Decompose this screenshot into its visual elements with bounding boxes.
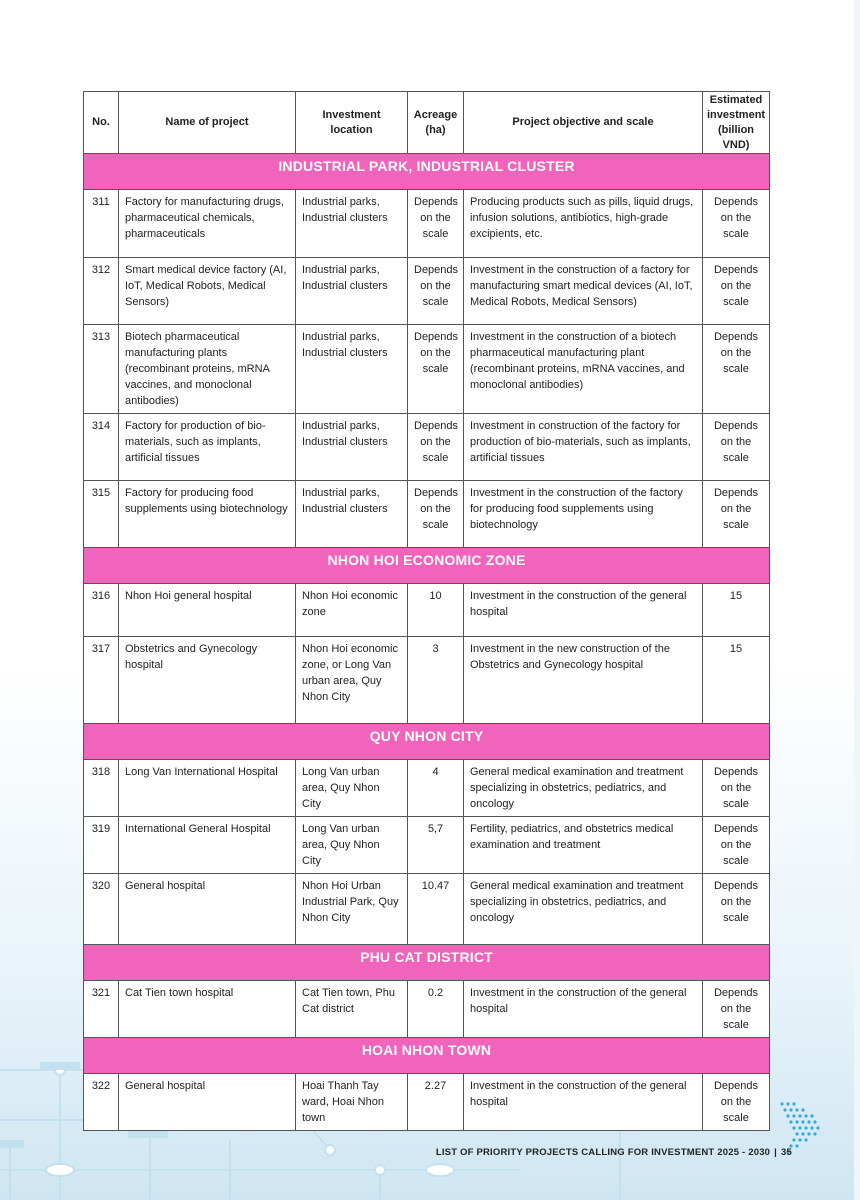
- cell-no: 317: [84, 637, 119, 724]
- cell-acreage: Depends on the scale: [408, 258, 464, 325]
- cell-objective: Producing products such as pills, liquid drugs, infusion solutions, antibiotics, high-grade excipients, etc.: [464, 190, 703, 258]
- cell-acreage: 0.2: [408, 981, 464, 1038]
- cell-name: Factory for production of bio-materials, such as implants, artificial tissues: [119, 414, 296, 481]
- cell-no: 311: [84, 190, 119, 258]
- cell-objective: Investment in the construction of the factory for producing food supplements using biotechnology: [464, 481, 703, 548]
- cell-location: Long Van urban area, Quy Nhon City: [296, 760, 408, 817]
- cell-investment: 15: [703, 637, 770, 724]
- cell-investment: Depends on the scale: [703, 817, 770, 874]
- cell-name: Biotech pharmaceutical manufacturing plants (recombinant proteins, mRNA vaccines, and monoclonal antibodies): [119, 325, 296, 414]
- cell-location: Industrial parks, Industrial clusters: [296, 190, 408, 258]
- cell-name: Long Van International Hospital: [119, 760, 296, 817]
- table-body: [84, 154, 770, 1131]
- table-row: [84, 981, 770, 1038]
- cell-investment: 15: [703, 584, 770, 637]
- cell-name: Nhon Hoi general hospital: [119, 584, 296, 637]
- table-row: [84, 760, 770, 817]
- cell-location: Long Van urban area, Quy Nhon City: [296, 817, 408, 874]
- cell-objective: Investment in the construction of the general hospital: [464, 584, 703, 637]
- cell-location: Cat Tien town, Phu Cat district: [296, 981, 408, 1038]
- header-name: Name of project: [119, 92, 296, 154]
- section-header-row: [84, 945, 770, 981]
- cell-name: International General Hospital: [119, 817, 296, 874]
- cell-investment: Depends on the scale: [703, 325, 770, 414]
- cell-objective: Fertility, pediatrics, and obstetrics medical examination and treatment: [464, 817, 703, 874]
- cell-investment: Depends on the scale: [703, 258, 770, 325]
- cell-no: 318: [84, 760, 119, 817]
- cell-objective: Investment in the construction of a biotech pharmaceutical manufacturing plant (recombinant proteins, mRNA vaccines, and monoclonal antibodies): [464, 325, 703, 414]
- cell-no: 319: [84, 817, 119, 874]
- table-row: [84, 874, 770, 945]
- table-row: [84, 637, 770, 724]
- cell-acreage: Depends on the scale: [408, 325, 464, 414]
- cell-objective: Investment in the new construction of the Obstetrics and Gynecology hospital: [464, 637, 703, 724]
- cell-acreage: 5,7: [408, 817, 464, 874]
- cell-investment: Depends on the scale: [703, 874, 770, 945]
- cell-name: Factory for manufacturing drugs, pharmaceutical chemicals, pharmaceuticals: [119, 190, 296, 258]
- cell-objective: General medical examination and treatment specializing in obstetrics, pediatrics, and oncology: [464, 874, 703, 945]
- cell-no: 313: [84, 325, 119, 414]
- table-row: [84, 414, 770, 481]
- table-row: [84, 584, 770, 637]
- cell-location: Nhon Hoi economic zone, or Long Van urban area, Quy Nhon City: [296, 637, 408, 724]
- cell-no: 320: [84, 874, 119, 945]
- cell-no: 315: [84, 481, 119, 548]
- cell-objective: General medical examination and treatment specializing in obstetrics, pediatrics, and oncology: [464, 760, 703, 817]
- section-header-row: [84, 154, 770, 190]
- footer-title: LIST OF PRIORITY PROJECTS CALLING FOR INVESTMENT 2025 - 2030: [435, 1147, 771, 1158]
- cell-location: Industrial parks, Industrial clusters: [296, 325, 408, 414]
- section-header-row: [84, 1038, 770, 1074]
- cell-name: Cat Tien town hospital: [119, 981, 296, 1038]
- cell-location: Industrial parks, Industrial clusters: [296, 258, 408, 325]
- section-title: PHU CAT DISTRICT: [84, 945, 770, 981]
- cell-acreage: 10.47: [408, 874, 464, 945]
- header-acreage: Acreage (ha): [408, 92, 464, 154]
- cell-acreage: 4: [408, 760, 464, 817]
- footer-separator: |: [774, 1147, 778, 1158]
- section-title: NHON HOI ECONOMIC ZONE: [84, 548, 770, 584]
- cell-location: Nhon Hoi Urban Industrial Park, Quy Nhon City: [296, 874, 408, 945]
- section-header-row: [84, 548, 770, 584]
- header-no: No.: [84, 92, 119, 154]
- cell-acreage: Depends on the scale: [408, 190, 464, 258]
- cell-no: 312: [84, 258, 119, 325]
- cell-objective: Investment in construction of the factory for production of bio-materials, such as implants, artificial tissues: [464, 414, 703, 481]
- cell-investment: Depends on the scale: [703, 1074, 770, 1131]
- cell-name: General hospital: [119, 874, 296, 945]
- table-row: [84, 481, 770, 548]
- cell-acreage: 3: [408, 637, 464, 724]
- cell-name: Factory for producing food supplements using biotechnology: [119, 481, 296, 548]
- cell-no: 314: [84, 414, 119, 481]
- section-title: INDUSTRIAL PARK, INDUSTRIAL CLUSTER: [84, 154, 770, 190]
- cell-name: Obstetrics and Gynecology hospital: [119, 637, 296, 724]
- cell-location: Hoai Thanh Tay ward, Hoai Nhon town: [296, 1074, 408, 1131]
- cell-location: Industrial parks, Industrial clusters: [296, 414, 408, 481]
- table-row: [84, 817, 770, 874]
- cell-location: Nhon Hoi economic zone: [296, 584, 408, 637]
- page-number: 35: [781, 1147, 792, 1158]
- table-row: [84, 1074, 770, 1131]
- cell-acreage: 2.27: [408, 1074, 464, 1131]
- section-header-row: [84, 724, 770, 760]
- projects-table: [83, 91, 770, 1131]
- cell-investment: Depends on the scale: [703, 481, 770, 548]
- section-title: HOAI NHON TOWN: [84, 1038, 770, 1074]
- cell-name: Smart medical device factory (AI, IoT, Medical Robots, Medical Sensors): [119, 258, 296, 325]
- cell-acreage: Depends on the scale: [408, 414, 464, 481]
- cell-investment: Depends on the scale: [703, 760, 770, 817]
- section-title: QUY NHON CITY: [84, 724, 770, 760]
- cell-investment: Depends on the scale: [703, 414, 770, 481]
- cell-no: 316: [84, 584, 119, 637]
- cell-location: Industrial parks, Industrial clusters: [296, 481, 408, 548]
- table-row: [84, 258, 770, 325]
- table-row: [84, 325, 770, 414]
- cell-no: 321: [84, 981, 119, 1038]
- table-header-row: [84, 92, 770, 154]
- cell-acreage: 10: [408, 584, 464, 637]
- cell-investment: Depends on the scale: [703, 190, 770, 258]
- cell-acreage: Depends on the scale: [408, 481, 464, 548]
- page-footer: [436, 1147, 792, 1158]
- cell-objective: Investment in the construction of a factory for manufacturing smart medical devices (AI, IoT, Medical Robots, Medical Sensors): [464, 258, 703, 325]
- cell-objective: Investment in the construction of the general hospital: [464, 981, 703, 1038]
- header-objective: Project objective and scale: [464, 92, 703, 154]
- header-investment: Estimated investment (billion VND): [703, 92, 770, 154]
- cell-no: 322: [84, 1074, 119, 1131]
- table-row: [84, 190, 770, 258]
- cell-name: General hospital: [119, 1074, 296, 1131]
- header-location: Investment location: [296, 92, 408, 154]
- cell-investment: Depends on the scale: [703, 981, 770, 1038]
- cell-objective: Investment in the construction of the general hospital: [464, 1074, 703, 1131]
